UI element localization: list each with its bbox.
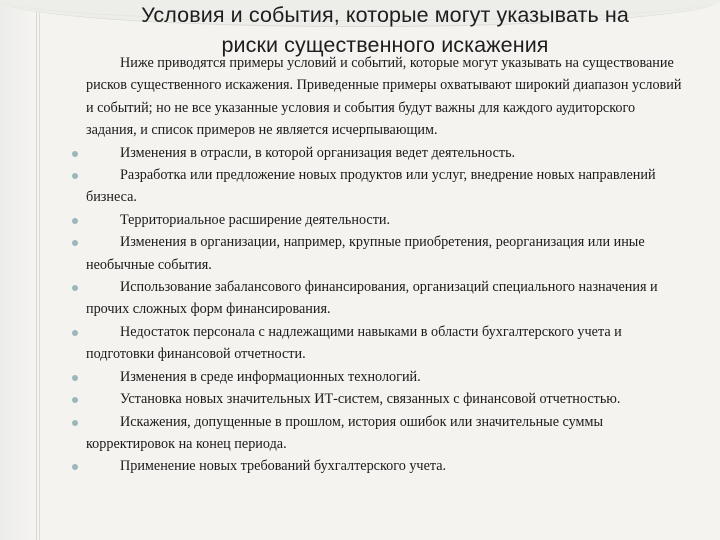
bullet-icon: [72, 330, 78, 336]
list-item: [86, 388, 688, 410]
list-item: [86, 164, 688, 209]
title-line-1: Условия и события, которые могут указывать на: [141, 3, 629, 27]
list-item: [86, 276, 688, 321]
list-item: [86, 321, 688, 366]
title-line-2: риски существенного искажения: [221, 33, 549, 57]
list-item-text: Использование забалансового финансирования, организаций специального назначения и прочих сложных форм финансирования.: [86, 279, 658, 318]
bullet-icon: [72, 151, 78, 157]
intro-paragraph: [86, 52, 688, 142]
list-item-text: Изменения в среде информационных технологий.: [120, 368, 421, 385]
bullet-icon: [72, 173, 78, 179]
list-item-text: Территориальное расширение деятельности.: [120, 211, 391, 228]
list-item-text: Применение новых требований бухгалтерского учета.: [120, 458, 447, 475]
bullet-icon: [72, 464, 78, 470]
list-item-text: Установка новых значительных ИТ-систем, связанных с финансовой отчетностью.: [120, 391, 621, 408]
slide-body: [86, 52, 688, 478]
list-item: [86, 366, 688, 388]
bullet-icon: [72, 420, 78, 426]
bullet-icon: [72, 240, 78, 246]
bullet-icon: [72, 218, 78, 224]
list-item-text: Изменения в организации, например, крупные приобретения, реорганизация или иные необычные события.: [86, 234, 645, 273]
bullet-icon: [72, 397, 78, 403]
bullet-icon: [72, 375, 78, 381]
list-item: [86, 231, 688, 276]
list-item-text: Недостаток персонала с надлежащими навыками в области бухгалтерского учета и подготовки финансовой отчетности.: [86, 323, 622, 363]
bullet-icon: [72, 285, 78, 291]
slide-left-border: [0, 0, 40, 540]
list-item-text: Искажения, допущенные в прошлом, история ошибок или значительные суммы корректировок на конец периода.: [86, 413, 604, 452]
intro-text: Ниже приводятся примеры условий и событий, которые могут указывать на существование рисков существенного искажения. Приведенные примеры охватывают широкий диапазон условий и событий; но не все указанные условия и события будут важны для каждого аудиторского задания, и список примеров не является исчерпывающим.: [86, 55, 682, 139]
border-hairline: [36, 0, 37, 540]
list-item-text: Изменения в отрасли, в которой организация ведет деятельность.: [120, 144, 516, 161]
list-item: [86, 455, 688, 477]
list-item: [86, 209, 688, 231]
list-item: [86, 142, 688, 164]
slide-title: [95, 0, 675, 60]
list-item: [86, 411, 688, 456]
list-item-text: Разработка или предложение новых продуктов или услуг, внедрение новых направлений бизнеса.: [86, 167, 656, 206]
